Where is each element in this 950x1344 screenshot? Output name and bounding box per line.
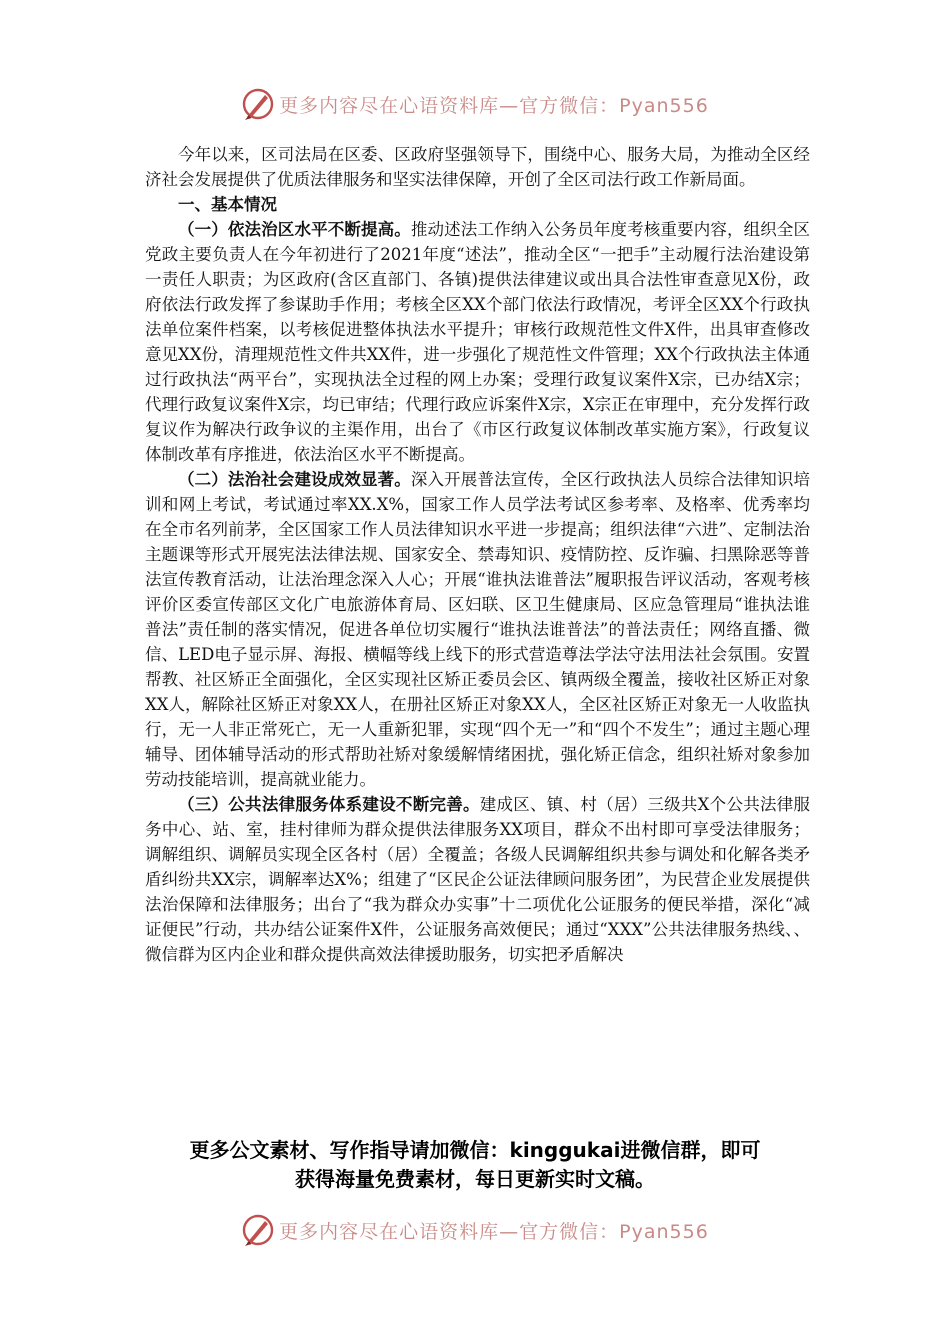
intro-paragraph: 今年以来，区司法局在区委、区政府坚强领导下，围绕中心、服务大局，为推动全区经济社会发展提供了优质法律服务和坚实法律保障，开创了全区司法行政工作新局面。 — [145, 145, 810, 189]
paragraph-2 — [145, 467, 810, 792]
document-body — [145, 142, 810, 967]
paragraph-3 — [145, 792, 810, 967]
section-title: 一、基本情况 — [178, 195, 277, 214]
paragraph-lead: （一）依法治区水平不断提高。 — [178, 220, 411, 239]
paragraph-lead: （三）公共法律服务体系建设不断完善。 — [178, 795, 480, 814]
paragraph-lead: （二）法治社会建设成效显著。 — [178, 470, 411, 489]
banner-text: 更多内容尽在心语资料库—官方微信：Pyan556 — [279, 94, 709, 117]
pen-circle-logo-icon — [241, 87, 275, 121]
promo-notice — [60, 1136, 890, 1194]
promo-line-1: 更多公文素材、写作指导请加微信：kinggukai进微信群，即可 — [189, 1138, 761, 1162]
paragraph-text: 建成区、镇、村（居）三级共X个公共法律服务中心、站、室，挂村律师为群众提供法律服务XX项目，群众不出村即可享受法律服务；调解组织、调解员实现全区各村（居）全覆盖；各级人民调解组织共参与调处和化解各类矛盾纠纷共XX宗，调解率达X%；组建了“区民企公证法律顾问服务团”，为民营企业发展提供法治保障和法律服务；出台了“我为群众办实事”十二项优化公证服务的便民举措，深化“减证便民”行动，共办结公证案件X件，公证服务高效便民；通过“XXX”公共法律服务热线、、微信群为区内企业和群众提供高效法律援助服务，切实把矛盾解决 — [145, 795, 811, 964]
paragraph-text: 推动述法工作纳入公务员年度考核重要内容，组织全区党政主要负责人在今年初进行了2021年度“述法”，推动全区“一把手”主动履行法治建设第一责任人职责；为区政府(含区直部门、各镇)提供法律建议或出具合法性审查意见X份，政府依法行政发挥了参谋助手作用；考核全区XX个部门依法行政情况，考评全区XX个行政执法单位案件档案，以考核促进整体执法水平提升；审核行政规范性文件X件，出具审查修改意见XX份，清理规范性文件共XX件，进一步强化了规范性文件管理；XX个行政执法主体通过行政执法“两平台”，实现执法全过程的网上办案；受理行政复议案件X宗，已办结X宗；代理行政复议案件X宗，均已审结；代理行政应诉案件X宗，X宗正在审理中，充分发挥行政复议作为解决行政争议的主渠作用，出台了《市区行政复议体制改革实施方案》，行政复议体制改革有序推进，依法治区水平不断提高。 — [145, 220, 811, 464]
banner-text: 更多内容尽在心语资料库—官方微信：Pyan556 — [279, 1220, 709, 1243]
pen-circle-logo-icon — [241, 1213, 275, 1247]
footer-banner — [0, 1210, 950, 1250]
header-banner — [0, 84, 950, 124]
paragraph-text: 深入开展普法宣传，全区行政执法人员综合法律知识培训和网上考试，考试通过率XX.X%，国家工作人员学法考试区参考率、及格率、优秀率均在全市名列前茅，全区国家工作人员法律知识水平进一步提高；组织法律“六进”、定制法治主题课等形式开展宪法法律法规、国家安全、禁毒知识、疫情防控、反诈骗、扫黑除恶等普法宣传教育活动，让法治理念深入人心；开展“谁执法谁普法”履职报告评议活动，客观考核评价区委宣传部区文化广电旅游体育局、区妇联、区卫生健康局、区应急管理局“谁执法谁普法”责任制的落实情况，促进各单位切实履行“谁执法谁普法”的普法责任；网络直播、微信、LED电子显示屏、海报、横幅等线上线下的形式营造尊法学法守法用法社会氛围。安置帮教、社区矫正全面强化，全区实现社区矫正委员会区、镇两级全覆盖，接收社区矫正对象XX人，解除社区矫正对象XX人，在册社区矫正对象XX人，全区社区矫正对象无一人收监执行，无一人非正常死亡，无一人重新犯罪，实现“四个无一”和“四个不发生”；通过主题心理辅导、团体辅导活动的形式帮助社矫对象缓解情绪困扰，强化矫正信念，组织社矫对象参加劳动技能培训，提高就业能力。 — [145, 470, 811, 789]
paragraph-1 — [145, 217, 810, 467]
promo-line-2: 获得海量免费素材，每日更新实时文稿。 — [295, 1167, 655, 1191]
